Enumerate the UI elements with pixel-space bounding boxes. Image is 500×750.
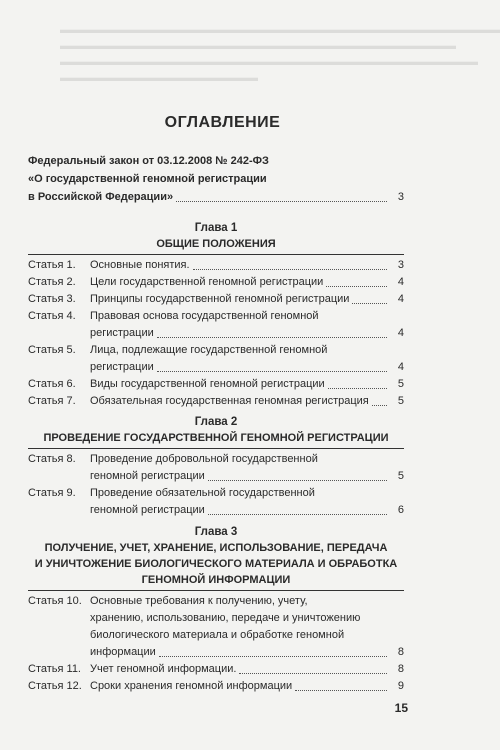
entry-title-line: Лица, подлежащие государственной геномной — [90, 344, 328, 356]
toc-entry — [28, 661, 404, 678]
entry-page: 8 — [397, 663, 404, 675]
toc-entry — [28, 342, 404, 376]
toc-entry — [28, 308, 404, 342]
entry-page: 4 — [397, 276, 404, 288]
entry-page: 5 — [397, 470, 404, 482]
chapter-1-entries — [28, 257, 404, 410]
entry-title: Основные понятия. — [90, 259, 190, 271]
entry-label: Статья 2. — [28, 276, 76, 288]
leader-dots — [239, 673, 387, 674]
chapter-rule — [28, 590, 404, 591]
entry-title: Цели государственной геномной регистрации — [90, 276, 324, 288]
law-heading — [28, 152, 404, 206]
leader-dots — [208, 514, 387, 515]
toc-entry — [28, 451, 404, 485]
entry-page: 5 — [397, 395, 404, 407]
entry-title: Учет геномной информации. — [90, 663, 237, 675]
entry-page: 4 — [397, 327, 404, 339]
entry-page: 5 — [397, 378, 404, 390]
entry-label: Статья 10. — [28, 595, 82, 607]
entry-page: 8 — [397, 646, 404, 658]
chapter-title: ГЕНОМНОЙ ИНФОРМАЦИИ — [141, 574, 291, 586]
law-line: «О государственной геномной регистрации — [28, 173, 267, 185]
chapter-rule — [28, 448, 404, 449]
toc-entry — [28, 393, 404, 410]
page-title: ОГЛАВЛЕНИЕ — [164, 114, 281, 131]
entry-page: 6 — [397, 504, 404, 516]
entry-title: геномной регистрации — [90, 504, 205, 516]
toc-entry — [28, 376, 404, 393]
law-line: в Российской Федерации» — [28, 191, 174, 203]
leader-dots — [157, 371, 387, 372]
show-through-texture: ▬▬▬▬▬▬▬▬▬▬▬▬▬▬▬▬▬▬▬▬▬▬▬▬▬▬▬▬▬▬▬▬▬▬▬▬▬▬▬▬ ▬▬▬▬▬▬▬▬▬▬▬▬▬▬▬▬▬▬▬▬▬▬▬▬▬▬▬▬▬▬▬▬▬▬▬▬ ▬▬▬▬▬▬▬▬▬▬▬▬▬▬▬▬▬▬▬▬▬▬▬▬▬▬▬▬▬▬▬▬▬▬▬▬▬▬ ▬▬▬▬▬▬▬▬▬▬▬▬▬▬▬▬▬▬ — [60, 24, 500, 84]
entry-label: Статья 7. — [28, 395, 76, 407]
leader-dots — [193, 269, 387, 270]
entry-title-line: Правовая основа государственной геномной — [90, 310, 319, 322]
chapter-title: ОБЩИЕ ПОЛОЖЕНИЯ — [156, 238, 276, 250]
entry-label: Статья 8. — [28, 453, 76, 465]
leader-dots — [159, 656, 387, 657]
entry-page: 4 — [397, 361, 404, 373]
chapter-title: И УНИЧТОЖЕНИЕ БИОЛОГИЧЕСКОГО МАТЕРИАЛА И ОБРАБОТКА — [34, 558, 398, 570]
entry-page: 4 — [397, 293, 404, 305]
entry-title: Обязательная государственная геномная регистрация — [90, 395, 369, 407]
chapter-title: ПРОВЕДЕНИЕ ГОСУДАРСТВЕННОЙ ГЕНОМНОЙ РЕГИСТРАЦИИ — [43, 432, 389, 444]
entry-title: Сроки хранения геномной информации — [90, 680, 293, 692]
leader-dots — [326, 286, 387, 287]
law-last-line — [28, 188, 404, 206]
entry-label: Статья 5. — [28, 344, 76, 356]
chapter-number: Глава 1 — [194, 222, 238, 234]
entry-label: Статья 9. — [28, 487, 76, 499]
entry-label: Статья 6. — [28, 378, 76, 390]
entry-title: Виды государственной геномной регистрации — [90, 378, 325, 390]
leader-dots — [328, 388, 387, 389]
chapter-2-entries — [28, 451, 404, 519]
leader-dots — [157, 337, 387, 338]
leader-dots — [372, 405, 387, 406]
entry-page: 3 — [397, 259, 404, 271]
entry-title-line: биологического материала и обработке геномной — [90, 629, 345, 641]
entry-title-line: Основные требования к получению, учету, — [90, 595, 308, 607]
toc-entry — [28, 257, 404, 274]
entry-title: регистрации — [90, 361, 154, 373]
chapter-3 — [28, 524, 404, 588]
entry-title-line: Проведение добровольной государственной — [90, 453, 318, 465]
toc-entry — [28, 485, 404, 519]
law-page: 3 — [397, 191, 404, 203]
entry-title: Принципы государственной геномной регистрации — [90, 293, 350, 305]
chapter-3-entries — [28, 593, 404, 695]
chapter-title: ПОЛУЧЕНИЕ, УЧЕТ, ХРАНЕНИЕ, ИСПОЛЬЗОВАНИЕ, ПЕРЕДАЧА — [44, 542, 388, 554]
entry-label: Статья 1. — [28, 259, 76, 271]
entry-label: Статья 12. — [28, 680, 82, 692]
toc-entry — [28, 593, 404, 661]
entry-title: информации — [90, 646, 156, 658]
entry-label: Статья 11. — [28, 663, 81, 675]
toc-entry — [28, 274, 404, 291]
page-number: 15 — [394, 701, 408, 715]
leader-dots — [208, 480, 387, 481]
entry-title: геномной регистрации — [90, 470, 205, 482]
toc-entry — [28, 291, 404, 308]
chapter-2 — [28, 414, 404, 446]
chapter-number: Глава 3 — [194, 526, 238, 538]
law-line: Федеральный закон от 03.12.2008 № 242-ФЗ — [28, 155, 269, 167]
leader-dots — [352, 303, 387, 304]
entry-label: Статья 4. — [28, 310, 76, 322]
entry-title-line: хранению, использованию, передаче и уничтожению — [90, 612, 361, 624]
leader-dots — [295, 690, 387, 691]
chapter-rule — [28, 254, 404, 255]
chapter-1 — [28, 220, 404, 252]
entry-title-line: Проведение обязательной государственной — [90, 487, 315, 499]
toc-entry — [28, 678, 404, 695]
entry-page: 9 — [397, 680, 404, 692]
entry-label: Статья 3. — [28, 293, 76, 305]
chapter-number: Глава 2 — [194, 416, 238, 428]
leader-dots — [176, 201, 387, 202]
entry-title: регистрации — [90, 327, 154, 339]
